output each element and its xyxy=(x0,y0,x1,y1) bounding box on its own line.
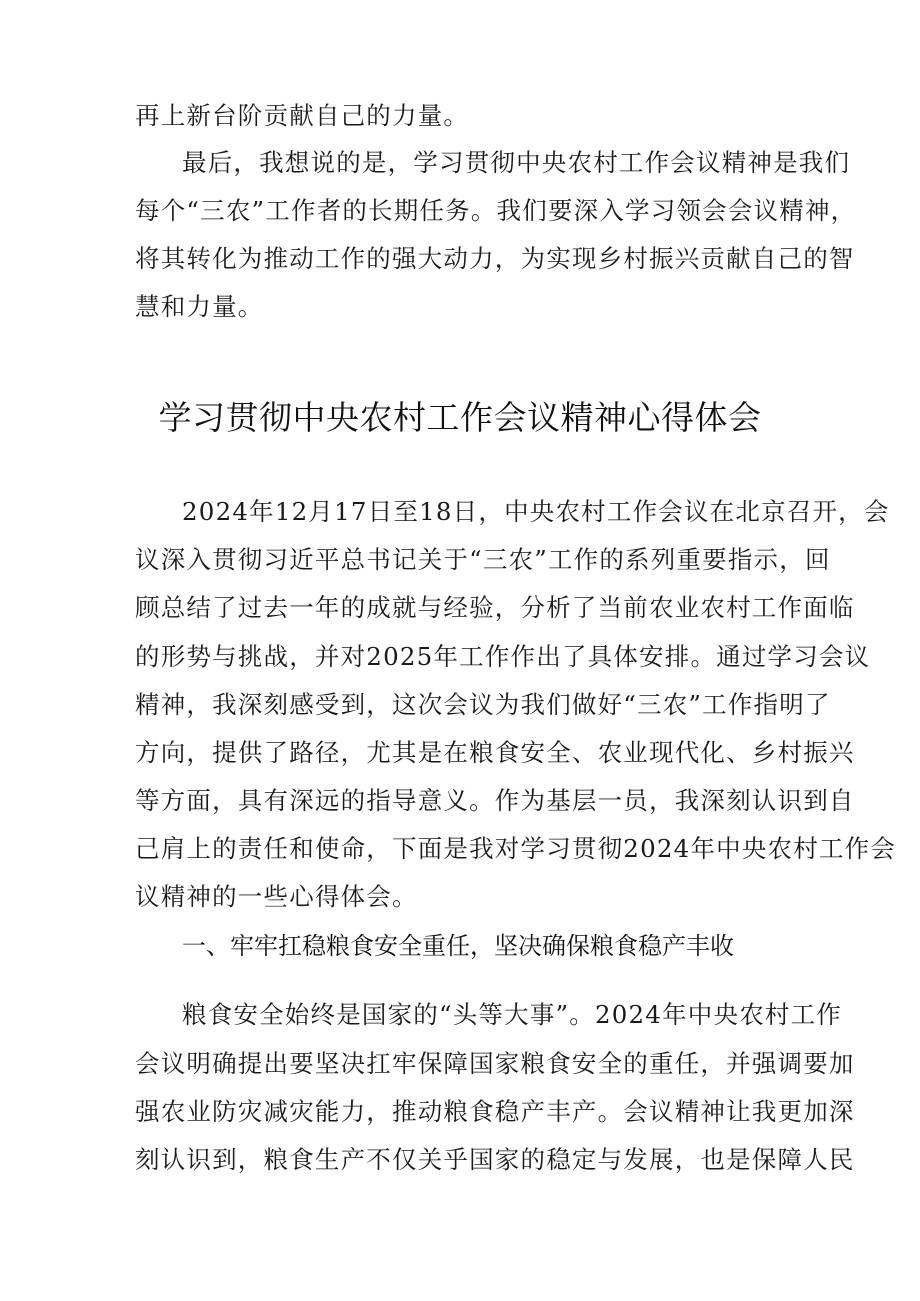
body-text-line: 2024年12月17日至18日，中央农村工作会议在北京召开，会 xyxy=(182,497,890,526)
body-text-line: 粮食安全始终是国家的“头等大事”。2024年中央农村工作 xyxy=(182,1000,842,1029)
body-text-line: 最后，我想说的是，学习贯彻中央农村工作会议精神是我们 xyxy=(182,148,851,177)
body-text-line: 顾总结了过去一年的成就与经验，分析了当前农业农村工作面临 xyxy=(135,593,855,622)
section-heading: 一、牢牢扛稳粮食安全重任，坚决确保粮食稳产丰收 xyxy=(182,932,734,960)
article-title: 学习贯彻中央农村工作会议精神心得体会 xyxy=(158,398,762,437)
body-text-line: 等方面，具有深远的指导意义。作为基层一员，我深刻认识到自 xyxy=(135,786,855,815)
body-text-line: 己肩上的责任和使命，下面是我对学习贯彻2024年中央农村工作会 xyxy=(135,834,897,863)
body-text-line: 方向，提供了路径，尤其是在粮食安全、农业现代化、乡村振兴 xyxy=(135,738,855,767)
body-text-line: 会议明确提出要坚决扛牢保障国家粮食安全的重任，并强调要加 xyxy=(135,1049,855,1078)
body-text-line: 议深入贯彻习近平总书记关于“三农”工作的系列重要指示，回 xyxy=(135,545,831,574)
body-text-line: 再上新台阶贡献自己的力量。 xyxy=(135,101,470,130)
body-text-line: 刻认识到，粮食生产不仅关乎国家的稳定与发展，也是保障人民 xyxy=(135,1145,855,1174)
body-text-line: 强农业防灾减灾能力，推动粮食稳产丰产。会议精神让我更加深 xyxy=(135,1097,855,1126)
body-text-line: 精神，我深刻感受到，这次会议为我们做好“三农”工作指明了 xyxy=(135,690,831,719)
body-text-line: 每个“三农”工作者的长期任务。我们要深入学习领会会议精神， xyxy=(135,196,857,225)
body-text-line: 将其转化为推动工作的强大动力，为实现乡村振兴贡献自己的智 xyxy=(135,244,855,273)
body-text-line: 的形势与挑战，并对2025年工作作出了具体安排。通过学习会议 xyxy=(135,642,871,671)
body-text-line: 议精神的一些心得体会。 xyxy=(135,882,418,911)
body-text-line: 慧和力量。 xyxy=(135,292,264,321)
